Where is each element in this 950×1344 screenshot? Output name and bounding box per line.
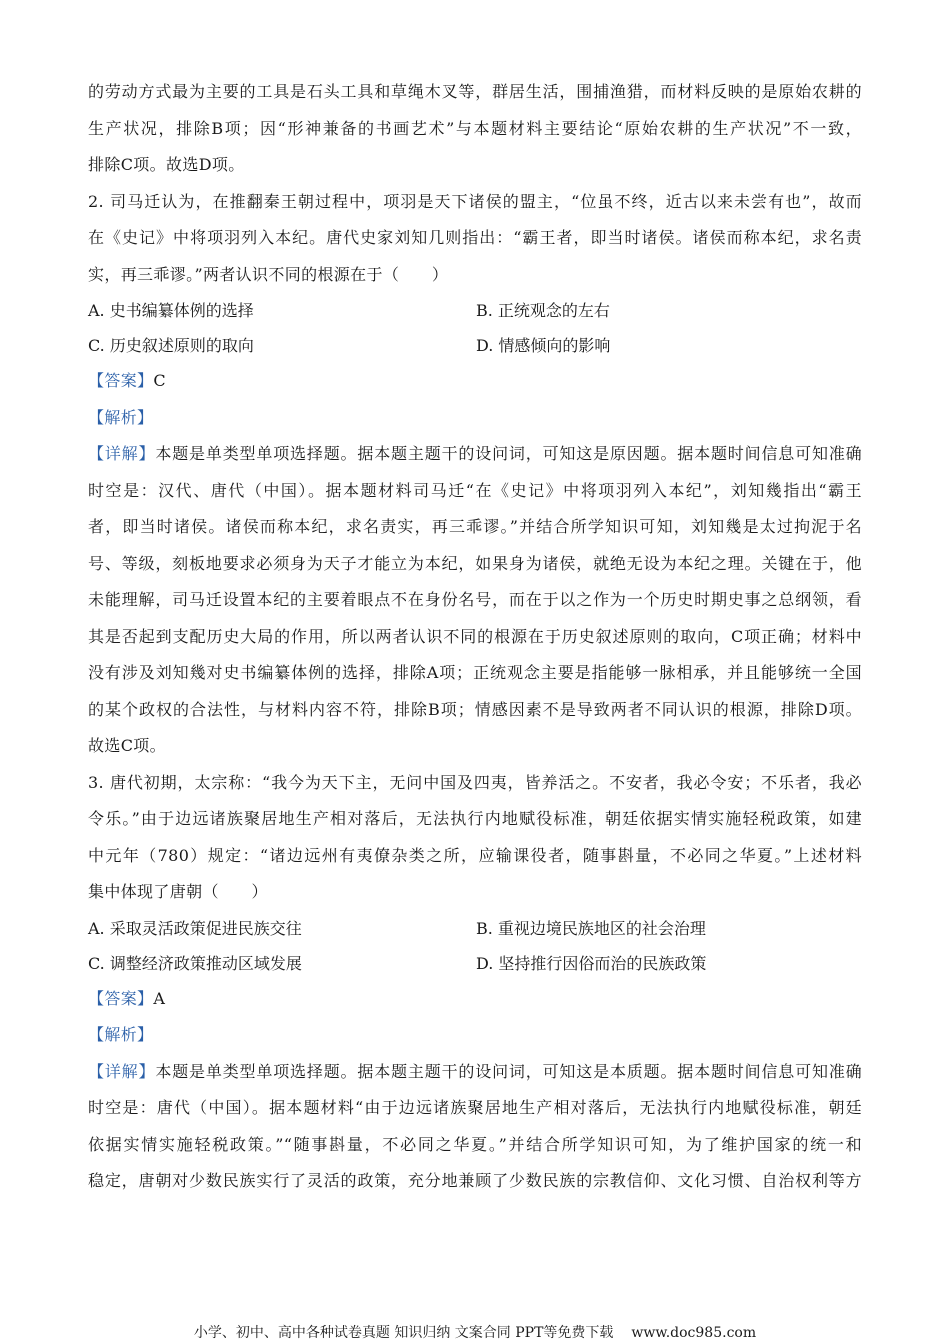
q3-options-row bbox=[88, 911, 862, 946]
q2-analysis-heading bbox=[88, 400, 862, 437]
q2-answer bbox=[88, 363, 862, 400]
detail-tag: 【详解】 bbox=[88, 444, 156, 463]
q3-option-b: B. 重视边境民族地区的社会治理 bbox=[476, 918, 706, 938]
q3-option-d: D. 坚持推行因俗而治的民族政策 bbox=[476, 953, 707, 973]
document-page bbox=[88, 74, 862, 1200]
analysis-tag: 【解析】 bbox=[88, 1025, 154, 1044]
answer-tag: 【答案】 bbox=[88, 988, 154, 1008]
q2-detail-line: 【详解】本题是单类型单项选择题。据本题主题干的设问词，可知这是原因题。据本题时间信息可知准确 bbox=[88, 444, 862, 463]
answer-value: A bbox=[153, 988, 166, 1008]
q2-detail-line: 故选C项。 bbox=[88, 736, 166, 755]
q2-detail-line: 没有涉及刘知幾对史书编纂体例的选择，排除A项；正统观念主要是指能够一脉相承，并且能够统一全国 bbox=[88, 663, 862, 682]
q2-options-row bbox=[88, 328, 862, 363]
q2-detail-line: 未能理解，司马迁设置本纪的主要着眼点不在身份名号，而在于以之作为一个历史时期史事之总纲领，看 bbox=[88, 590, 862, 609]
q3-stem-line: 集中体现了唐朝（ ） bbox=[88, 882, 268, 901]
q2-stem-line: 实，再三乖谬。”两者认识不同的根源在于（ ） bbox=[88, 264, 449, 284]
footer-text: 小学、初中、高中各种试卷真题 知识归纳 文案合同 PPT等免费下载 bbox=[193, 1325, 614, 1341]
q3-detail-line: 依据实情实施轻税政策。”“随事斟量，不必同之华夏。”并结合所学知识可知，为了维护国家的统一和 bbox=[88, 1134, 862, 1154]
prev-explanation-line: 的劳动方式最为主要的工具是石头工具和草绳木叉等，群居生活，围捕渔猎，而材料反映的是原始农耕的 bbox=[88, 82, 862, 101]
q2-options-row bbox=[88, 293, 862, 328]
q2-detail-line: 时空是：汉代、唐代（中国）。据本题材料司马迁“在《史记》中将项羽列入本纪”，刘知幾指出“霸王 bbox=[88, 480, 862, 500]
prev-explanation-line: 生产状况，排除B项；因“形神兼备的书画艺术”与本题材料主要结论“原始农耕的生产状况”不一致， bbox=[88, 118, 862, 138]
answer-tag: 【答案】 bbox=[88, 371, 154, 390]
q2-option-b: B. 正统观念的左右 bbox=[476, 301, 610, 320]
q3-options-row bbox=[88, 946, 862, 981]
q2-detail-line: 号、等级，刻板地要求必须身为天子才能立为本纪，如果身为诸侯，就绝无设为本纪之理。关键在于，他 bbox=[88, 553, 862, 573]
q3-analysis-heading bbox=[88, 1017, 862, 1054]
q3-stem-line: 中元年（780）规定：“诸边远州有夷僚杂类之所，应输课役者，随事斟量，不必同之华夏。”上述材料 bbox=[88, 845, 862, 865]
q2-detail-line: 的某个政权的合法性，与材料内容不符，排除B项；情感因素不是导致两者不同认识的根源，排除D项。 bbox=[88, 699, 862, 719]
page-footer bbox=[0, 1322, 950, 1342]
prev-explanation-line: 排除C项。故选D项。 bbox=[88, 155, 245, 174]
q2-option-a: A. 史书编纂体例的选择 bbox=[88, 301, 254, 320]
q2-stem-line: 2. 司马迁认为，在推翻秦王朝过程中，项羽是天下诸侯的盟主，“位虽不终，近古以来未尝有也”，故而 bbox=[88, 191, 862, 211]
q3-detail-line: 稳定，唐朝对少数民族实行了灵活的政策，充分地兼顾了少数民族的宗教信仰、文化习惯、自治权利等方 bbox=[88, 1171, 862, 1190]
q3-answer bbox=[88, 981, 862, 1018]
analysis-tag: 【解析】 bbox=[88, 407, 154, 427]
q3-option-a: A. 采取灵活政策促进民族交往 bbox=[88, 918, 302, 938]
q3-detail-line: 时空是：唐代（中国）。据本题材料“由于边远诸族聚居地生产相对落后，无法执行内地赋役标准，朝廷 bbox=[88, 1098, 862, 1117]
q2-detail-line: 其是否起到支配历史大局的作用，所以两者认识不同的根源在于历史叙述原则的取向，C项正确；材料中 bbox=[88, 626, 862, 646]
q2-option-c: C. 历史叙述原则的取向 bbox=[88, 336, 254, 355]
q2-stem-line: 在《史记》中将项羽列入本纪。唐代史家刘知几则指出：“霸王者，即当时诸侯。诸侯而称本纪，求名责 bbox=[88, 228, 862, 247]
q2-option-d: D. 情感倾向的影响 bbox=[476, 336, 611, 355]
q3-detail-line: 【详解】本题是单类型单项选择题。据本题主题干的设问词，可知这是本质题。据本题时间信息可知准确 bbox=[88, 1061, 862, 1081]
answer-value: C bbox=[153, 371, 166, 390]
q3-stem-line: 令乐。”由于边远诸族聚居地生产相对落后，无法执行内地赋役标准，朝廷依据实情实施轻税政策，如建 bbox=[88, 809, 862, 828]
q3-option-c: C. 调整经济政策推动区域发展 bbox=[88, 953, 302, 973]
q3-stem-line: 3. 唐代初期，太宗称：“我今为天下主，无问中国及四夷，皆养活之。不安者，我必令安；不乐者，我必 bbox=[88, 772, 862, 792]
detail-tag: 【详解】 bbox=[88, 1061, 156, 1081]
q2-detail-line: 者，即当时诸侯。诸侯而称本纪，求名责实，再三乖谬。”并结合所学知识可知，刘知幾是太过拘泥于名 bbox=[88, 517, 862, 536]
footer-url[interactable]: www.doc985.com bbox=[631, 1325, 757, 1341]
